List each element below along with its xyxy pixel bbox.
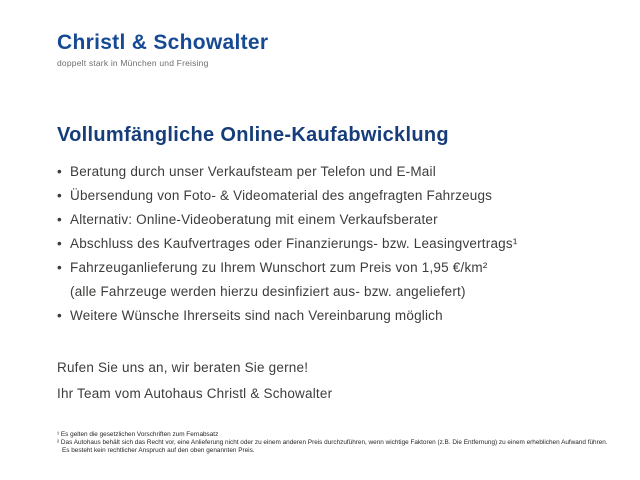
list-item [57, 160, 597, 184]
list-item [57, 232, 597, 256]
footnote-1: ¹ Es gelten die gesetzlichen Vorschriften zum Fernabsatz [57, 431, 219, 438]
bullet-list [57, 160, 597, 328]
footnote-2-continuation: Es besteht kein rechtlicher Anspruch auf den oben genannten Preis. [62, 447, 255, 454]
bullet-text: Abschluss des Kaufvertrages oder Finanzierungs- bzw. Leasingvertrags¹ [70, 236, 518, 251]
bullet-text-main: Fahrzeuganlieferung zu Ihrem Wunschort zum Preis von 1,95 €/km² [70, 260, 488, 275]
bullet-text [70, 256, 597, 304]
page-title: Vollumfängliche Online-Kaufabwicklung [57, 124, 449, 147]
bullet-text: Beratung durch unser Verkaufsteam per Telefon und E-Mail [70, 164, 436, 179]
closing-signature: Ihr Team vom Autohaus Christl & Schowalter [57, 385, 333, 401]
bullet-icon: • [57, 164, 62, 179]
closing-call-to-action: Rufen Sie uns an, wir beraten Sie gerne! [57, 359, 309, 375]
bullet-text: Übersendung von Foto- & Videomaterial des angefragten Fahrzeugs [70, 188, 493, 203]
bullet-text-continuation: (alle Fahrzeuge werden hierzu desinfiziert aus- bzw. angeliefert) [70, 284, 466, 299]
list-item [57, 304, 597, 328]
brand-logo: Christl & Schowalter [57, 31, 269, 54]
list-item [57, 256, 597, 304]
brand-tagline: doppelt stark in München und Freising [57, 58, 209, 68]
bullet-icon: • [57, 260, 62, 275]
footnotes [57, 431, 622, 455]
bullet-icon: • [57, 308, 62, 323]
list-item [57, 184, 597, 208]
bullet-icon: • [57, 212, 62, 227]
list-item [57, 208, 597, 232]
brand-header [57, 31, 268, 68]
bullet-icon: • [57, 236, 62, 251]
bullet-text: Weitere Wünsche Ihrerseits sind nach Vereinbarung möglich [70, 308, 443, 323]
bullet-text: Alternativ: Online-Videoberatung mit einem Verkaufsberater [70, 212, 438, 227]
footnote-2: ² Das Autohaus behält sich das Recht vor, eine Anlieferung nicht oder zu einem anderen Preis durchzuführen, wenn wichtige Faktoren (z.B. Die Entfernung) zu einem erheblichen Aufwand führen. [57, 439, 608, 446]
bullet-icon: • [57, 188, 62, 203]
